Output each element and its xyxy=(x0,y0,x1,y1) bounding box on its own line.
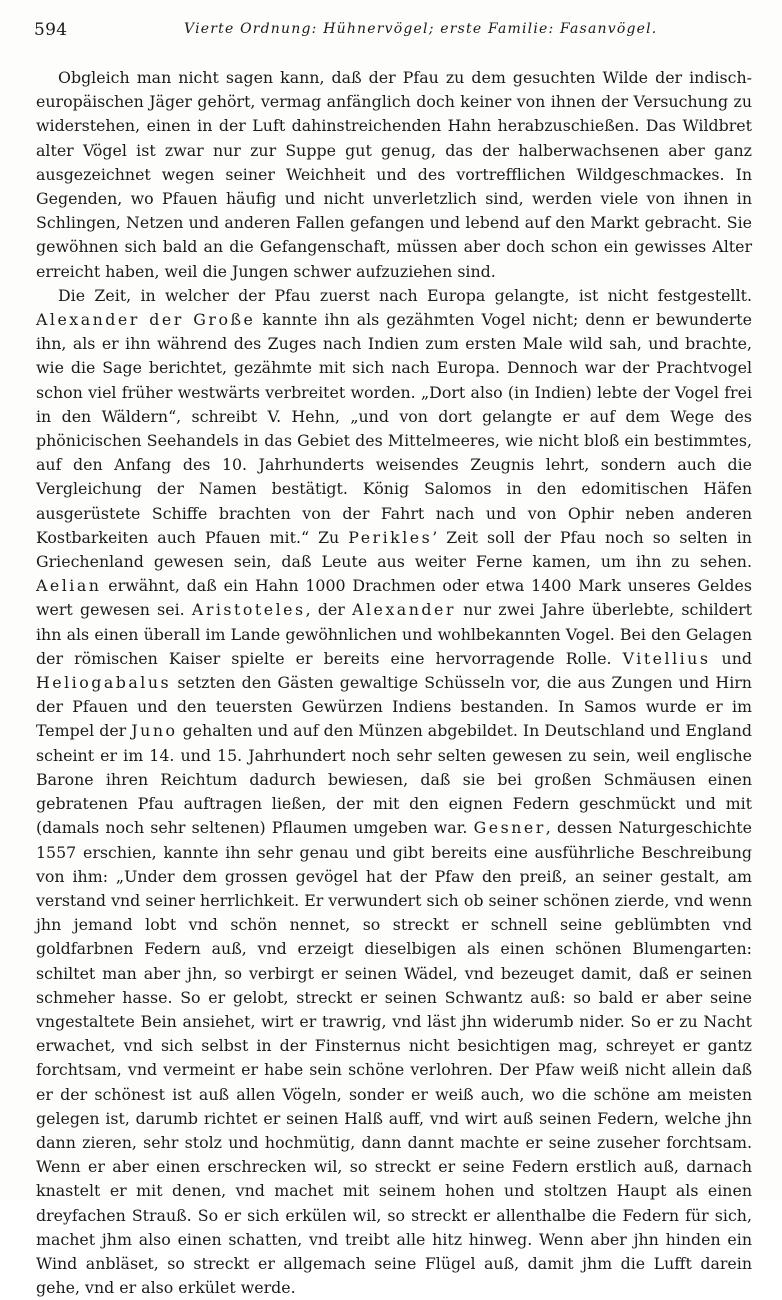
page-number: 594 xyxy=(34,20,68,40)
emphasized-name: Alexander der Große xyxy=(36,310,256,330)
text-run: ’ Zeit soll der Pfau noch so selten in Griechenland gewesen sein, daß Leute aus weiter Ferne kamen, um ihn zu sehen. xyxy=(36,527,752,572)
text-run: nur zwei Jahre überlebte, schildert ihn als einen überall im Lande gewöhnlichen und wohlbekannten Vogel. Bei den Gelagen der römischen Kaiser spielte er bereits eine hervorragende Rolle. xyxy=(36,600,752,668)
text-run: Die Zeit, in welcher der Pfau zuerst nach Europa gelangte, ist nicht festgestellt. xyxy=(58,285,752,305)
text-run: gehalten und auf den Münzen abgebildet. In Deutschland und England scheint er im 14. und 15. Jahrhundert noch sehr selten gewesen zu sein, weil englische Barone ihren Reichtum dadurch bewiesen, daß sie bei großen Schmäusen einen gebratenen Pfau auftragen ließen, der mit den eignen Federn geschmückt und mit (damals noch sehr seltenen) Pflaumen umgeben war. xyxy=(36,721,752,838)
text-run: setzten den Gästen gewaltige Schüsseln vor, die aus Zungen und Hirn der Pfauen und den teuersten Gewürzen Indiens bestanden. In Samos wurde er im Tempel der xyxy=(36,673,752,741)
text-run: , dessen Naturgeschichte 1557 erschien, kannte ihn sehr genau und gibt bereits eine ausführliche Beschreibung von ihm: „Under dem grossen gevögel hat der Pfaw den preiß, an seiner gestalt, am verstand vnd seiner herrlichkeit. Er verwundert sich ob seiner schönen zierde, vnd wenn jhn jemand lobt vnd schön nennet, so streckt er schnell seine geblümbten vnd goldfarbnen Federn auß, vnd erzeigt dieselbigen als einen schönen Blumengarten: schiltet man aber jhn, so verbirgt er seinen Wädel, vnd bezeuget damit, daß er seinen schmeher hasse. So er gelobt, streckt er seinen Schwantz auß: so bald er aber seine vngestaltete Bein ansiehet, wirt er trawrig, vnd läst jhn widerumb nider. So er zu Nacht erwachet, vnd sich selbst in der Finsternus nicht besichtigen mag, schreyet er gantz forchtsam, vnd vermeint er habe sein schöne verlohren. Der Pfaw weiß nicht allein daß er der schönest ist auß allen Vögeln, sonder er weiß auch, wo die schöne am meisten gelegen ist, darumb richtet er seinen Halß auff, vnd wirt auß seinen Federn, welche jhn dann zieren, sehr stolz und hochmütig, dann dannt machte er seine zuseher forchtsam. Wenn er aber einen erschrecken wil, so streckt er seine Federn erstlich auß, darnach knastelt er mit denen, vnd machet mit seinem hohen und stoltzen Haupt als einen dreyfachen Strauß. So er sich erkülen wil, so streckt er allenthalbe die Federn für sich, machet jhm also einen schatten, vnd treibt alle hitz hinweg. Wenn aber jhn hinden ein Wind anbläset, so streckt er allgemach seine Flügel auß, damit jhm die Lufft darein gehe, vnd er also erkület werde. xyxy=(36,818,752,1298)
body-text xyxy=(36,66,752,1300)
emphasized-name: Aristoteles xyxy=(191,600,306,620)
emphasized-name: Juno xyxy=(131,721,178,741)
emphasized-name: Heliogabalus xyxy=(36,673,172,693)
text-run: , der xyxy=(305,600,353,620)
emphasized-name: Perikles xyxy=(348,527,433,547)
running-head: Vierte Ordnung: Hühnervögel; erste Familie: Fasanvögel. xyxy=(184,21,658,37)
text-run: und xyxy=(710,648,752,668)
emphasized-name: Aelian xyxy=(36,576,102,596)
emphasized-name: Alexander xyxy=(352,600,456,620)
paragraph-history xyxy=(36,284,752,1300)
paragraph-hunting: Obgleich man nicht sagen kann, daß der Pfau zu dem gesuchten Wilde der indisch-europäischen Jäger gehört, vermag anfänglich doch keiner von ihnen der Versuchung zu widerstehen, einen in der Luft dahinstreichenden Hahn herabzuschießen. Das Wildbret alter Vögel ist zwar nur zur Suppe gut genug, das der halberwachsenen aber ganz ausgezeichnet wegen seiner Weichheit und des vortrefflichen Wildgeschmackes. In Gegenden, wo Pfauen häufig und nicht unverletzlich sind, werden viele von ihnen in Schlingen, Netzen und anderen Fallen gefangen und lebend auf den Markt gebracht. Sie gewöhnen sich bald an die Gefangenschaft, müssen aber doch schon ein gewisses Alter erreicht haben, weil die Jungen schwer aufzuziehen sind. xyxy=(36,68,752,281)
page-header xyxy=(34,20,748,44)
emphasized-name: Gesner xyxy=(473,818,546,838)
emphasized-name: Vitellius xyxy=(622,648,711,668)
text-run: kannte ihn als gezähmten Vogel nicht; denn er bewunderte ihn, als er ihn während des Zuges nach Indien zum ersten Male wild sah, und brachte, wie die Sage berichtet, gezähmte mit sich nach Europa. Dennoch war der Prachtvogel schon viel früher westwärts verbreitet worden. „Dort also (in Indien) lebte der Vogel frei in den Wäldern“, schreibt V. Hehn, „und von dort gelangte er auf dem Wege des phönicischen Seehandels in das Gebiet des Mittelmeeres, wie nicht bloß ein bestimmtes, auf den Anfang des 10. Jahrhunderts weisendes Zeugnis lehrt, sondern auch die Vergleichung der Namen bestätigt. König Salomos in den edomitischen Häfen ausgerüstete Schiffe brachten von der Fahrt nach und von Ophir neben anderen Kostbarkeiten auch Pfauen mit.“ Zu xyxy=(36,310,752,547)
text-run: erwähnt, daß ein Hahn 1000 Drachmen oder etwa 1400 Mark unseres Geldes wert gewesen sei. xyxy=(36,576,752,620)
